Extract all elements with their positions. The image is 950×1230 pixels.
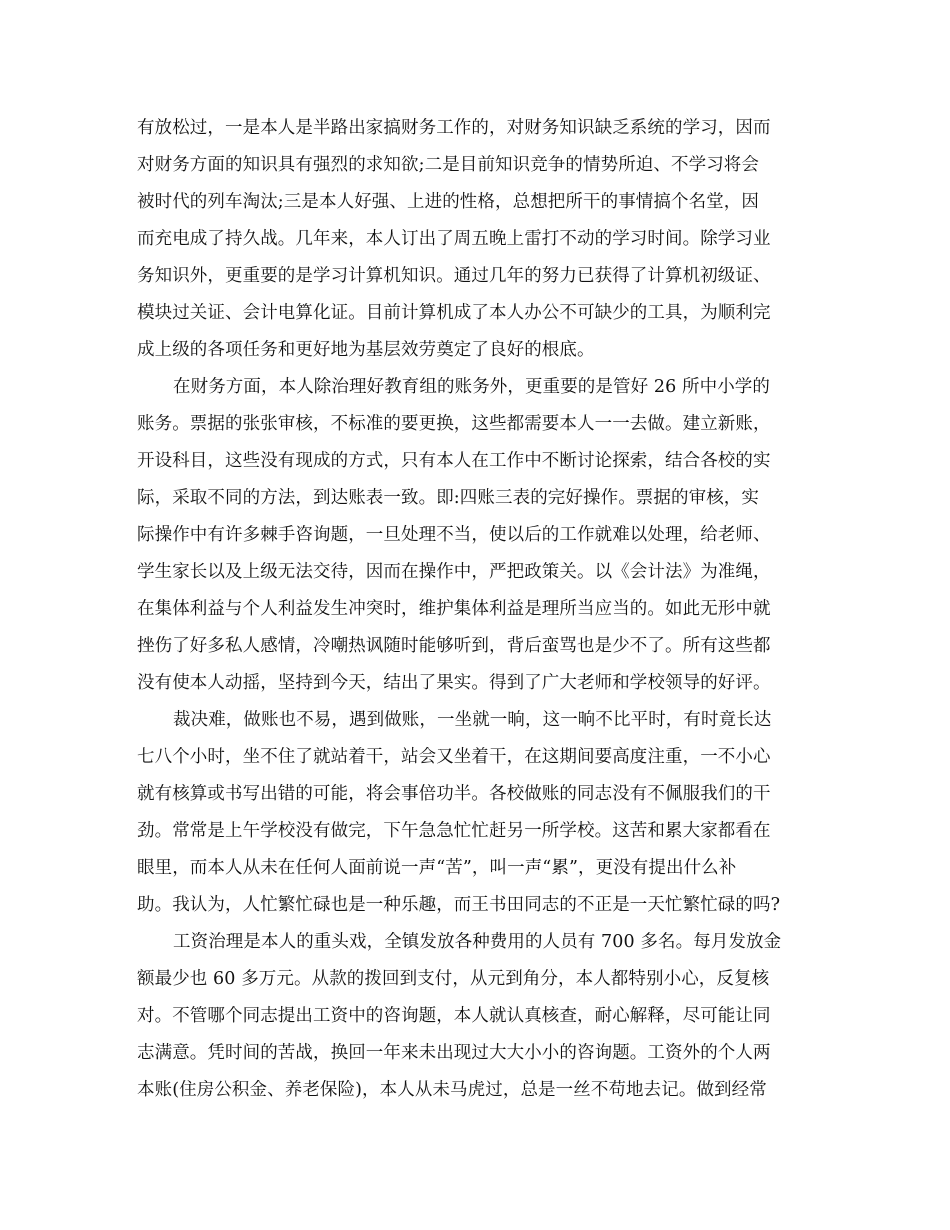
- text-line: 裁决难，做账也不易，遇到做账，一坐就一晌，这一晌不比平时，有时竟长达: [173, 710, 772, 730]
- text-line: 七八个小时，坐不住了就站着干，站会又坐着干，在这期间要高度注重，一不小心: [137, 747, 771, 767]
- paragraph-2: [137, 369, 837, 702]
- text-line: 际，采取不同的方法，到达账表一致。即:四账三表的完好操作。票据的审核，实: [137, 488, 759, 508]
- text-line: 本账(住房公积金、养老保险)，本人从未马虎过，总是一丝不苟地去记。做到经常: [137, 1080, 767, 1100]
- text-line: 就有核算或书写出错的可能，将会事倍功半。各校做账的同志没有不佩服我们的干: [137, 784, 771, 804]
- text-line: 被时代的列车淘汰;三是本人好强、上进的性格，总想把所干的事情搞个名堂，因: [137, 192, 759, 212]
- text-line: 模块过关证、会计电算化证。目前计算机成了本人办公不可缺少的工具，为顺利完: [137, 303, 771, 323]
- text-line: 在集体利益与个人利益发生冲突时，维护集体利益是理所当应当的。如此无形中就: [137, 599, 771, 619]
- text-line: 对。不管哪个同志提出工资中的咨询题，本人就认真核查，耐心解释，尽可能让同: [137, 1006, 771, 1026]
- text-line: 有放松过，一是本人是半路出家搞财务工作的，对财务知识缺乏系统的学习，因而: [137, 118, 771, 138]
- text-line: 没有使本人动摇，坚持到今天，结出了果实。得到了广大老师和学校领导的好评。: [137, 673, 771, 693]
- text-line: 额最少也 60 多万元。从款的拨回到支付，从元到角分，本人都特别小心，反复核: [137, 969, 770, 989]
- paragraph-3: [137, 702, 837, 924]
- text-line: 账务。票据的张张审核，不标准的要更换，这些都需要本人一一去做。建立新账，: [137, 414, 771, 434]
- text-line: 工资治理是本人的重头戏，全镇发放各种费用的人员有 700 多名。每月发放金: [173, 932, 782, 952]
- text-line: 志满意。凭时间的苦战，换回一年来未出现过大大小小的咨询题。工资外的个人两: [137, 1043, 771, 1063]
- text-line: 学生家长以及上级无法交待，因而在操作中，严把政策关。以《会计法》为准绳，: [137, 562, 771, 582]
- text-line: 而充电成了持久战。几年来，本人订出了周五晚上雷打不动的学习时间。除学习业: [137, 229, 771, 249]
- paragraph-1: [137, 110, 837, 369]
- text-line: 成上级的各项任务和更好地为基层效劳奠定了良好的根底。: [137, 340, 595, 360]
- text-line: 对财务方面的知识具有强烈的求知欲;二是目前知识竞争的情势所迫、不学习将会: [137, 155, 759, 175]
- text-line: 助。我认为，人忙繁忙碌也是一种乐趣，而王书田同志的不正是一天忙繁忙碌的吗?: [137, 895, 781, 915]
- document-body: [137, 110, 837, 1109]
- text-line: 在财务方面，本人除治理好教育组的账务外，更重要的是管好 26 所中小学的: [173, 377, 770, 397]
- text-line: 挫伤了好多私人感情，冷嘲热讽随时能够听到，背后蛮骂也是少不了。所有这些都: [137, 636, 771, 656]
- text-line: 开设科目，这些没有现成的方式，只有本人在工作中不断讨论探索，结合各校的实: [137, 451, 771, 471]
- text-line: 眼里，而本人从未在任何人面前说一声“苦”，叫一声“累”，更没有提出什么补: [137, 858, 737, 878]
- text-line: 际操作中有许多棘手咨询题，一旦处理不当，使以后的工作就难以处理，给老师、: [137, 525, 771, 545]
- text-line: 务知识外，更重要的是学习计算机知识。通过几年的努力已获得了计算机初级证、: [137, 266, 771, 286]
- paragraph-4: [137, 924, 837, 1109]
- text-line: 劲。常常是上午学校没有做完，下午急急忙忙赶另一所学校。这苦和累大家都看在: [137, 821, 771, 841]
